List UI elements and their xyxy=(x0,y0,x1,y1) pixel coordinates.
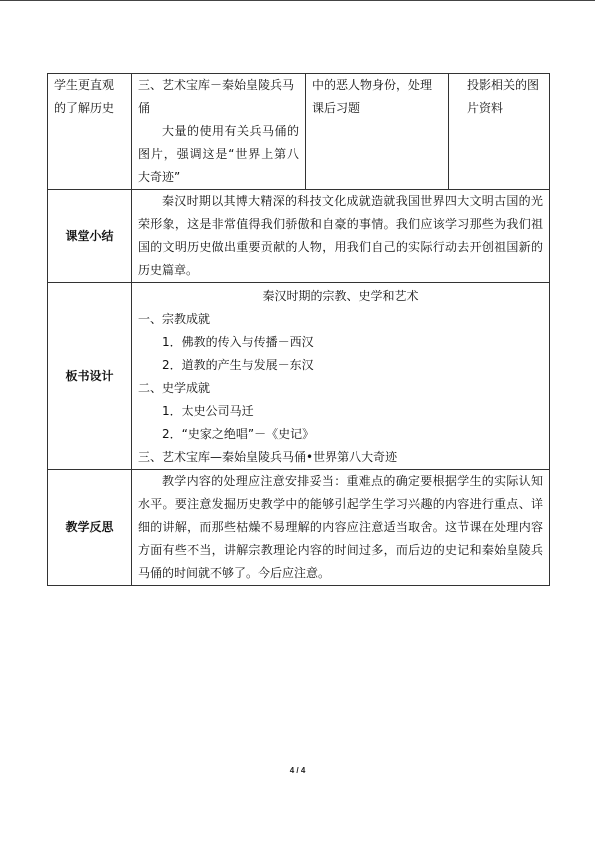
board-item-sima-qian: 1．太史公司马迁 xyxy=(162,404,254,418)
table-row-board-design xyxy=(48,283,550,470)
reflection-text: 教学内容的处理应注意安排妥当：重难点的确定要根据学生的实际认知水平。要注意发掘历史教学中的能够引起学生学习兴趣的内容进行重点、详细的讲解，而那些枯燥不易理解的内容应注意适当取舍。这节课在处理内容方面有些不当，讲解宗教理论内容的时间过多，而后边的史记和秦始皇陵兵马俑的时间就不够了。今后应注意。 xyxy=(138,474,543,580)
cell-activity xyxy=(306,74,449,190)
summary-cell xyxy=(132,190,550,283)
page-number: 4 / 4 xyxy=(289,766,306,775)
cell-content xyxy=(132,74,306,190)
table-row-reflection xyxy=(48,470,550,586)
board-item-buddhism: 1．佛教的传入与传播－西汉 xyxy=(162,335,314,349)
board-item-shiji: 2．“史家之绝唱”－《史记》 xyxy=(162,427,315,441)
board-section-religion: 一、宗教成就 xyxy=(138,312,211,326)
board-cell xyxy=(132,283,550,470)
content-body: 大量的使用有关兵马俑的图片，强调这是“世界上第八大奇迹” xyxy=(138,124,299,184)
cell-purpose xyxy=(48,74,132,190)
table-row-summary xyxy=(48,190,550,283)
board-label: 板书设计 xyxy=(48,283,132,470)
board-item-taoism: 2．道教的产生与发展－东汉 xyxy=(162,358,314,372)
lesson-plan-table xyxy=(47,73,550,586)
page-top-rule xyxy=(0,0,595,1)
table-row-art-treasure xyxy=(48,74,550,190)
board-section-art: 三、艺术宝库—秦始皇陵兵马俑•世界第八大奇迹 xyxy=(138,450,398,464)
summary-text: 秦汉时期以其博大精深的科技文化成就造就我国世界四大文明古国的光荣形象，这是非常值得我们骄傲和自豪的事情。我们应该学习那些为我们祖国的文明历史做出重要贡献的人物，用我们自己的实际行动去开创祖国新的历史篇章。 xyxy=(138,194,543,277)
content-title: 三、艺术宝库－秦始皇陵兵马俑 xyxy=(138,78,295,115)
reflection-cell xyxy=(132,470,550,586)
summary-label: 课堂小结 xyxy=(48,190,132,283)
media-text: 投影相关的图片资料 xyxy=(467,78,540,115)
board-title: 秦汉时期的宗教、史学和艺术 xyxy=(262,289,419,303)
activity-text: 中的恶人物身份，处理课后习题 xyxy=(312,78,433,115)
board-section-history: 二、史学成就 xyxy=(138,381,211,395)
reflection-label: 教学反思 xyxy=(48,470,132,586)
purpose-text: 学生更直观的了解历史 xyxy=(54,78,115,115)
cell-media xyxy=(449,74,550,190)
